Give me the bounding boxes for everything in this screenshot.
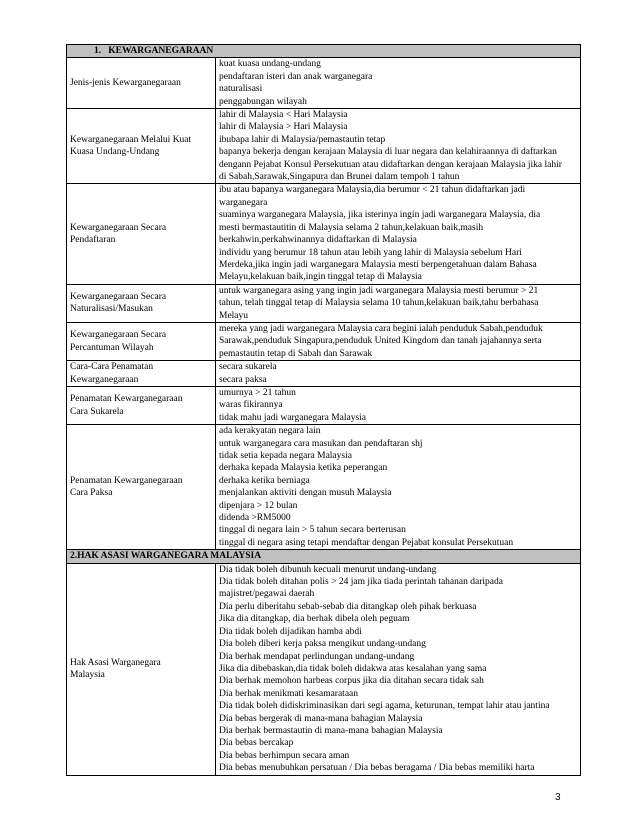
content-line: suaminya warganegara Malaysia, jika isterinya ingin jadi warganegara Malaysia, dia [219,210,541,221]
content-line: Dia berhak menikmati kesamarataan [219,688,359,699]
row-content [216,58,581,109]
label-line: Kewarganegaraan Secara [70,330,167,341]
row-content [216,386,581,424]
content-line: untuk warganegara cara masukan dan pendaftaran shj [219,438,423,449]
label-line: Penamatan Kewarganegaraan [70,394,183,405]
content-line: berkahwin,perkahwinannya didaftarkan di Malaysia [219,235,417,246]
content-line: Dia bebas menubuhkan persatuan / Dia bebas beragama / Dia bebas memiliki harta [219,763,535,774]
content-line: menjalankan aktiviti dengan musuh Malaysia [219,488,392,499]
content-line: Dia tidak boleh ditahan polis > 24 jam jika tiada perintah tahanan daripada [219,577,503,588]
content-line: Jika dia dibebaskan,dia tidak boleh didakwa atas kesalahan yang sama [219,663,487,674]
content-line: bapanya bekerja dengan kerajaan Malaysia di luar negara dan kelahiraannya di daftarkan [219,147,557,158]
content-line: tinggal di negara lain > 5 tahun secara berterusan [219,525,406,536]
content-line: Melayu,kelakuan baik,ingin tinggal tetap di Malaysia [219,272,422,283]
section-1-header [67,45,581,58]
content-line: derhaka ketika berniaga [219,475,310,486]
row-content [216,184,581,284]
content-line: secara paksa [219,374,267,385]
content-line: penggabungan wilayah [219,96,307,107]
content-line: untuk warganegara asing yang ingin jadi warganegara Malaysia mesti berumur > 21 [219,285,539,296]
table-body [67,45,581,776]
content-line: lahir di Malaysia > Hari Malaysia [219,122,348,133]
row-label [67,386,216,424]
label-line: Jenis-jenis Kewarganegaraan [70,78,181,89]
content-line: secara sukarela [219,362,277,373]
row-label [67,109,216,184]
label-line: Kewarganegaraan Secara [70,291,167,302]
row-content [216,109,581,184]
content-line: Dia boleh diberi kerja paksa mengikut undang-undang [219,639,426,650]
table-row [67,109,581,184]
label-line: Kuasa Undang-Undang [70,147,160,158]
label-line: Pendaftaran [70,235,116,246]
row-label [67,425,216,550]
content-line: didenda >RM5000 [219,513,291,524]
row-content [216,425,581,550]
row-label [67,563,216,775]
label-line: Cara Sukarela [70,406,124,417]
table-row [67,425,581,550]
content-line: Dia berhak memohon harbeas corpus jika dia ditahan secara tidak sah [219,676,484,687]
label-line: Cara Paksa [70,488,113,499]
section-1-title: KEWARGANEGARAAN [108,46,214,56]
content-line: ada kerakyatan negara lain [219,426,321,437]
content-line: dengann Pejabat Konsul Persekutuan atau didaftarkan dengan kerajaan Malaysia jika lahir [219,159,562,170]
section-1-number: 1. [94,46,102,56]
page-number: 3 [555,792,561,803]
content-line: Dia tidak boleh dibunuh kecuali menurut undang-undang [219,564,437,575]
content-line: majistret/pegawai daerah [219,589,315,600]
row-label [67,184,216,284]
section-header-row [67,45,581,58]
row-content [216,563,581,775]
content-line: naturalisasi [219,84,263,95]
label-line: Kewarganegaraan Melalui Kuat [70,134,192,145]
content-line: individu yang berumur 18 tahun atau lebih yang lahir di Malaysia sebelum Hari [219,247,522,258]
table-row [67,58,581,109]
row-label [67,361,216,387]
label-line: Penamatan Kewarganegaraan [70,475,183,486]
content-line: dipenjara > 12 bulan [219,500,298,511]
table-row [67,563,581,775]
content-line: mereka yang jadi warganegara Malaysia cara begini ialah penduduk Sabah,penduduk [219,323,543,334]
content-line: Dia bebas bergerak di mana-mana bahagian Malaysia [219,713,423,724]
content-line: Sarawak,penduduk Singapura,penduduk United Kingdom dan tanah jajahannya serta [219,336,542,347]
row-label [67,322,216,360]
content-line: di Sabah,Sarawak,Singapura dan Brunei dalam tempoh 1 tahun [219,172,460,183]
content-line: tinggal di negara asing tetapi mendaftar dengan Pejabat konsulat Persekutuan [219,537,514,548]
table-row [67,322,581,360]
label-line: Malaysia [70,670,105,681]
row-label [67,58,216,109]
content-line: waras fikirannya [219,400,283,411]
content-line: lahir di Malaysia < Hari Malaysia [219,110,348,121]
label-line: Kewarganegaraan Secara [70,222,167,233]
content-line: umurnya > 21 tahun [219,387,296,398]
content-line: Dia perlu diberitahu sebab-sebab dia ditangkap oleh pihak berkuasa [219,601,477,612]
content-line: Dia bebas berhimpun secara aman [219,750,350,761]
content-line: tidak mahu jadi warganegara Malaysia [219,412,367,423]
table-row [67,184,581,284]
section-header-row [67,550,581,563]
content-line: pendaftaran isteri dan anak warganegara [219,71,373,82]
label-line: Kewarganegaraan [70,374,139,385]
section-2-header: 2.HAK ASASI WARGANEGARA MALAYSIA [67,550,581,563]
content-line: ibubapa lahir di Malaysia/pemastautin tetap [219,134,386,145]
content-line: Dia bebas bercakap [219,738,294,749]
content-line: pemastautin tetap di Sabah dan Sarawak [219,348,373,359]
content-line: Dia tidak boleh dijadikan hamba abdi [219,626,362,637]
content-line: warganegara [219,197,268,208]
content-line: tidak setia kepada negara Malaysia [219,451,352,461]
table-row [67,361,581,387]
content-line: Merdeka,jika ingin jadi warganegara Malaysia mesti berpengetahuan dalam Bahasa [219,259,537,270]
label-line: Naturalisasi/Masukan [70,304,153,315]
label-line: Percantuman Wilayah [70,342,154,353]
row-content [216,361,581,387]
content-line: derhaka kepada Malaysia ketika peperangan [219,463,388,474]
content-line: kuat kuasa undang-undang [219,59,321,70]
citizenship-table [66,44,581,776]
content-line: Dia berhak mendapat perlindungan undang-undang [219,651,415,662]
content-line: mesti bermastautitin di Malaysia selama 2 tahun,kelakuan baik,masih [219,222,484,233]
content-line: ibu atau bapanya warganegara Malaysia,dia berumur < 21 tahun didaftarkan jadi [219,185,526,196]
label-line: Cara-Cara Penamatan [70,362,154,373]
content-line: tahun, telah tinggal tetap di Malaysia selama 10 tahun,kelakuan baik,tahu berbahasa [219,298,539,309]
row-content [216,322,581,360]
table-row [67,386,581,424]
content-line: Dia tidak boleh didiskriminasikan dari segi agama, keturunan, tempat lahir atau jantina [219,701,550,712]
content-line: Jika dia ditangkap, dia berhak dibela oleh peguam [219,614,410,625]
label-line: Hak Asasi Warganegara [70,657,161,668]
row-content [216,284,581,322]
content-line: Melayu [219,310,249,321]
row-label [67,284,216,322]
content-line: Dia berhak bermastautin di mana-mana bahagian Malaysia [219,725,443,736]
table-row [67,284,581,322]
